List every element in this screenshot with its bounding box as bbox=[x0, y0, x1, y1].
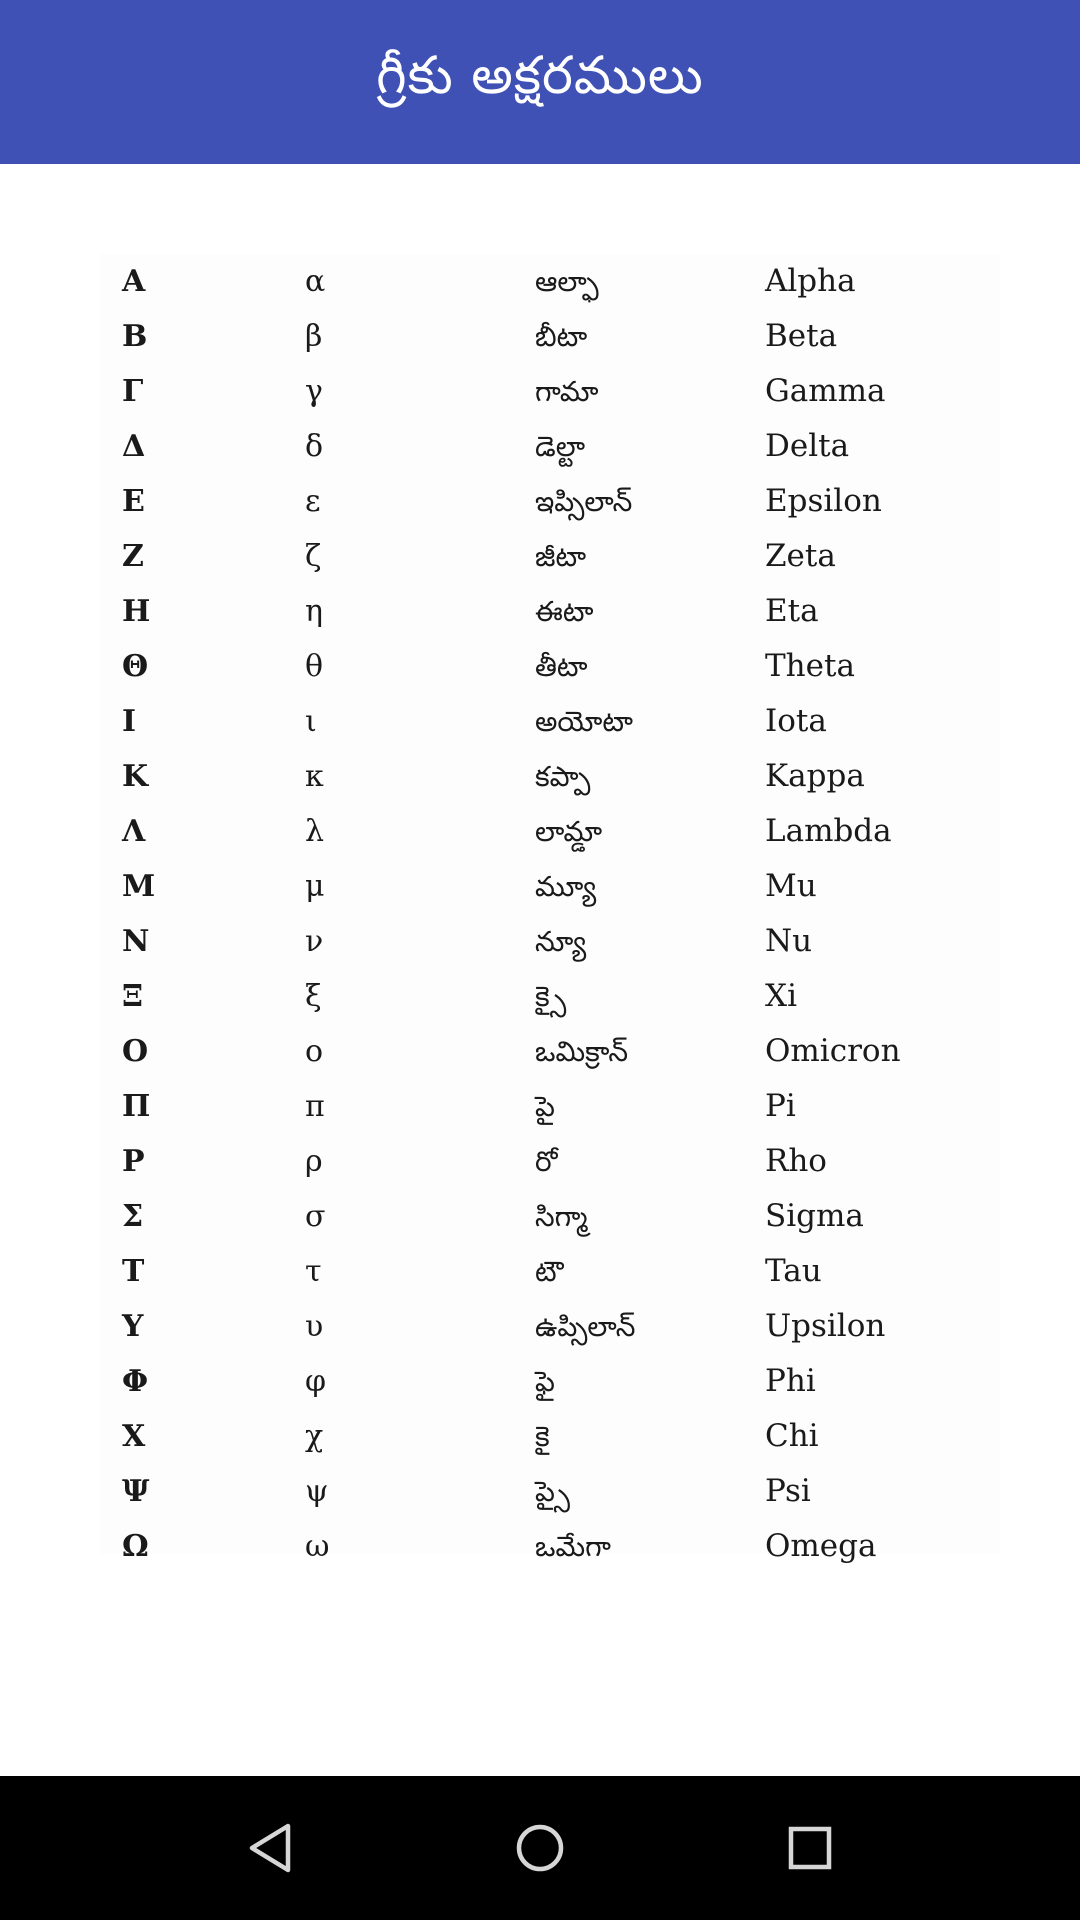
telugu-name: డెల్టా bbox=[535, 430, 586, 463]
lowercase-letter: ξ bbox=[305, 979, 322, 1014]
alphabet-row bbox=[100, 309, 1000, 364]
uppercase-letter: Τ bbox=[122, 1254, 145, 1289]
alphabet-row bbox=[100, 694, 1000, 749]
english-name: Rho bbox=[765, 1143, 827, 1179]
alphabet-row bbox=[100, 969, 1000, 1024]
lowercase-letter: ο bbox=[305, 1034, 324, 1069]
content-area[interactable] bbox=[0, 164, 1080, 1776]
uppercase-letter: Ω bbox=[122, 1529, 149, 1564]
telugu-name: పై bbox=[535, 1090, 555, 1123]
telugu-name: క్సై bbox=[535, 980, 567, 1013]
english-name: Iota bbox=[765, 703, 827, 739]
lowercase-letter: θ bbox=[305, 649, 324, 684]
telugu-name: అయోటా bbox=[535, 705, 634, 738]
lowercase-letter: δ bbox=[305, 429, 324, 464]
alphabet-row bbox=[100, 1024, 1000, 1079]
english-name: Phi bbox=[765, 1363, 816, 1399]
uppercase-letter: Γ bbox=[122, 374, 144, 409]
alphabet-row bbox=[100, 1519, 1000, 1574]
telugu-name: టౌ bbox=[535, 1255, 564, 1288]
greek-alphabet-image bbox=[100, 254, 1000, 1564]
telugu-name: ఆల్ఫా bbox=[535, 265, 599, 298]
lowercase-letter: φ bbox=[305, 1364, 327, 1399]
english-name: Omega bbox=[765, 1528, 877, 1564]
alphabet-row bbox=[100, 474, 1000, 529]
telugu-name: ఫై bbox=[535, 1365, 555, 1398]
uppercase-letter: Θ bbox=[122, 649, 149, 684]
telugu-name: మ్యూ bbox=[535, 870, 597, 903]
english-name: Epsilon bbox=[765, 483, 882, 519]
telugu-name: తీటా bbox=[535, 650, 588, 683]
english-name: Lambda bbox=[765, 813, 892, 849]
english-name: Sigma bbox=[765, 1198, 864, 1234]
alphabet-row bbox=[100, 749, 1000, 804]
telugu-name: ఒమేగా bbox=[535, 1530, 611, 1563]
lowercase-letter: τ bbox=[305, 1254, 322, 1289]
telugu-name: ఈటా bbox=[535, 595, 594, 628]
telugu-name: రో bbox=[535, 1145, 558, 1178]
telugu-name: సిగ్మా bbox=[535, 1200, 588, 1233]
lowercase-letter: υ bbox=[305, 1309, 324, 1344]
lowercase-letter: χ bbox=[305, 1419, 324, 1454]
lowercase-letter: ε bbox=[305, 484, 321, 519]
alphabet-row bbox=[100, 419, 1000, 474]
uppercase-letter: Ψ bbox=[122, 1474, 150, 1509]
lowercase-letter: π bbox=[305, 1089, 325, 1124]
alphabet-row bbox=[100, 364, 1000, 419]
lowercase-letter: ζ bbox=[305, 539, 322, 574]
uppercase-letter: Μ bbox=[122, 869, 156, 904]
alphabet-row bbox=[100, 254, 1000, 309]
lowercase-letter: ι bbox=[305, 704, 317, 739]
english-name: Alpha bbox=[765, 263, 856, 299]
alphabet-row bbox=[100, 1189, 1000, 1244]
lowercase-letter: κ bbox=[305, 759, 324, 794]
alphabet-row bbox=[100, 1354, 1000, 1409]
uppercase-letter: Ο bbox=[122, 1034, 149, 1069]
lowercase-letter: ω bbox=[305, 1529, 330, 1564]
english-name: Psi bbox=[765, 1473, 811, 1509]
home-circle-icon bbox=[514, 1822, 566, 1874]
telugu-name: ఒమిక్రాన్ bbox=[535, 1035, 629, 1068]
english-name: Eta bbox=[765, 593, 819, 629]
recents-square-icon bbox=[787, 1825, 833, 1871]
telugu-name: కై bbox=[535, 1420, 550, 1453]
uppercase-letter: Ι bbox=[122, 704, 137, 739]
english-name: Chi bbox=[765, 1418, 819, 1454]
telugu-name: కప్పా bbox=[535, 760, 591, 793]
back-button[interactable] bbox=[230, 1808, 310, 1888]
telugu-name: ఇప్సిలాన్ bbox=[535, 485, 633, 518]
app-title: గ్రీకు అక్షరములు bbox=[376, 45, 704, 106]
telugu-name: న్యూ bbox=[535, 925, 587, 958]
english-name: Mu bbox=[765, 868, 817, 904]
uppercase-letter: Η bbox=[122, 594, 151, 629]
system-nav-bar bbox=[0, 1776, 1080, 1920]
uppercase-letter: Ξ bbox=[122, 979, 144, 1014]
lowercase-letter: μ bbox=[305, 869, 325, 904]
back-triangle-icon bbox=[246, 1822, 294, 1874]
alphabet-row bbox=[100, 914, 1000, 969]
telugu-name: జీటా bbox=[535, 540, 587, 573]
uppercase-letter: Ρ bbox=[122, 1144, 145, 1179]
english-name: Zeta bbox=[765, 538, 836, 574]
lowercase-letter: ψ bbox=[305, 1474, 329, 1509]
alphabet-row bbox=[100, 529, 1000, 584]
telugu-name: లామ్డా bbox=[535, 815, 603, 848]
alphabet-row bbox=[100, 1134, 1000, 1189]
english-name: Kappa bbox=[765, 758, 865, 794]
telugu-name: బీటా bbox=[535, 320, 588, 353]
uppercase-letter: Κ bbox=[122, 759, 149, 794]
uppercase-letter: Λ bbox=[122, 814, 146, 849]
alphabet-row bbox=[100, 639, 1000, 694]
lowercase-letter: γ bbox=[305, 374, 323, 409]
alphabet-row bbox=[100, 1079, 1000, 1134]
uppercase-letter: Δ bbox=[122, 429, 146, 464]
lowercase-letter: λ bbox=[305, 814, 325, 849]
english-name: Xi bbox=[765, 978, 797, 1014]
lowercase-letter: η bbox=[305, 594, 323, 629]
alphabet-row bbox=[100, 859, 1000, 914]
uppercase-letter: Α bbox=[122, 264, 146, 299]
recents-button[interactable] bbox=[770, 1808, 850, 1888]
english-name: Theta bbox=[765, 648, 855, 684]
lowercase-letter: β bbox=[305, 319, 323, 354]
english-name: Gamma bbox=[765, 373, 886, 409]
alphabet-row bbox=[100, 1409, 1000, 1464]
english-name: Delta bbox=[765, 428, 850, 464]
app-bar bbox=[0, 0, 1080, 164]
alphabet-row bbox=[100, 804, 1000, 859]
english-name: Pi bbox=[765, 1088, 796, 1124]
alphabet-row bbox=[100, 1299, 1000, 1354]
telugu-name: ఉప్సిలాన్ bbox=[535, 1310, 636, 1343]
english-name: Upsilon bbox=[765, 1308, 886, 1344]
english-name: Tau bbox=[765, 1253, 822, 1289]
lowercase-letter: α bbox=[305, 264, 326, 299]
alphabet-row bbox=[100, 1244, 1000, 1299]
english-name: Beta bbox=[765, 318, 838, 354]
lowercase-letter: ρ bbox=[305, 1144, 323, 1179]
uppercase-letter: Χ bbox=[122, 1419, 146, 1454]
alphabet-row bbox=[100, 584, 1000, 639]
english-name: Omicron bbox=[765, 1033, 901, 1069]
uppercase-letter: Σ bbox=[122, 1199, 144, 1234]
english-name: Nu bbox=[765, 923, 813, 959]
uppercase-letter: Ν bbox=[122, 924, 150, 959]
lowercase-letter: σ bbox=[305, 1199, 326, 1234]
telugu-name: గామా bbox=[535, 375, 599, 408]
lowercase-letter: ν bbox=[305, 924, 324, 959]
uppercase-letter: Ε bbox=[122, 484, 145, 519]
home-button[interactable] bbox=[500, 1808, 580, 1888]
uppercase-letter: Υ bbox=[122, 1309, 144, 1344]
uppercase-letter: Π bbox=[122, 1089, 151, 1124]
uppercase-letter: Φ bbox=[122, 1364, 149, 1399]
alphabet-row bbox=[100, 1464, 1000, 1519]
uppercase-letter: Ζ bbox=[122, 539, 144, 574]
uppercase-letter: Β bbox=[122, 319, 148, 354]
telugu-name: ప్సై bbox=[535, 1475, 571, 1508]
